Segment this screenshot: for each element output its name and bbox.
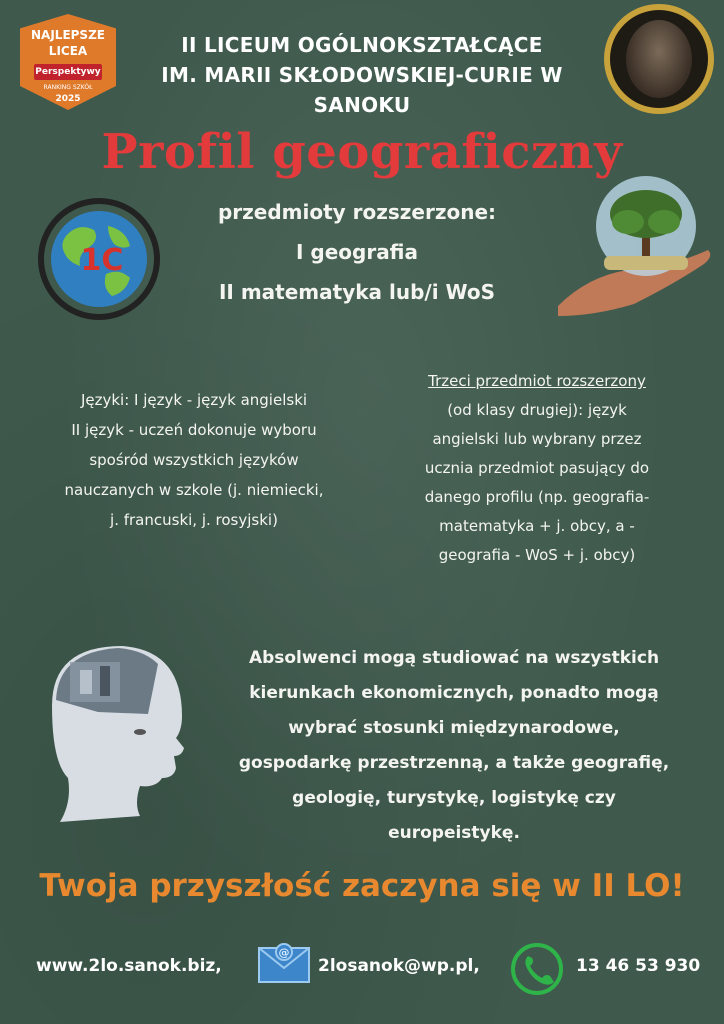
globe-icon — [36, 196, 162, 322]
graduates-line: gospodarkę przestrzenną, a także geografię, — [238, 753, 670, 773]
portrait-icon — [626, 20, 692, 98]
school-seal — [604, 4, 714, 114]
extended-subject-2: II matematyka lub/i WoS — [218, 280, 496, 304]
slogan: Twoja przyszłość zaczyna się w II LO! — [39, 868, 685, 904]
badge-year: 2025 — [55, 94, 81, 104]
third-subject-line: ucznia przedmiot pasujący do — [424, 459, 650, 477]
badge-subline: RANKING SZKÓŁ — [43, 84, 93, 91]
school-name-line1: II LICEUM OGÓLNOKSZTAŁCĄCE — [181, 33, 543, 57]
third-subject-line: angielski lub wybrany przez — [432, 430, 642, 448]
email-icon — [256, 940, 312, 986]
ranking-badge — [14, 8, 122, 116]
languages-line: Języki: I język - język angielski — [80, 391, 308, 409]
graduates-line: kierunkach ekonomicznych, ponadto mogą — [249, 683, 659, 703]
languages-line: spośród wszystkich języków — [89, 451, 299, 469]
phone-number[interactable]: 13 46 53 930 — [576, 956, 701, 976]
tree-in-hand-icon — [548, 166, 714, 326]
badge-line1: NAJLEPSZE — [31, 28, 105, 42]
third-subject-line: matematyka + j. obcy, a - — [439, 517, 635, 535]
graduates-line: Absolwenci mogą studiować na wszystkich — [248, 648, 660, 668]
badge-brand: Perspektywy — [34, 64, 102, 80]
school-name-line2: IM. MARII SKŁODOWSKIEJ-CURIE W SANOKU — [161, 63, 563, 117]
languages-line: II język - uczeń dokonuje wyboru — [71, 421, 317, 439]
third-subject-line: danego profilu (np. geografia- — [424, 488, 650, 506]
website-link[interactable]: www.2lo.sanok.biz, — [36, 956, 222, 976]
graduates-line: europeistykę. — [388, 823, 520, 843]
phone-icon — [510, 942, 564, 996]
svg-text:@: @ — [278, 946, 290, 959]
badge-line2: LICEA — [48, 44, 88, 58]
email-link[interactable]: 2losanok@wp.pl, — [318, 956, 480, 976]
globe-label: 1C — [80, 243, 124, 278]
third-subject-block — [382, 367, 692, 570]
languages-block — [24, 385, 364, 535]
graduates-block — [204, 641, 704, 851]
third-subject-line: (od klasy drugiej): język — [447, 401, 627, 419]
extended-subject-1: I geografia — [295, 240, 419, 264]
graduates-line: wybrać stosunki międzynarodowe, — [288, 718, 620, 738]
profile-title: Profil geograficzny — [101, 124, 623, 180]
ai-head-icon — [22, 636, 192, 832]
third-subject-heading: Trzeci przedmiot rozszerzony — [428, 372, 646, 390]
school-name — [120, 30, 604, 120]
languages-line: nauczanych w szkole (j. niemiecki, — [64, 481, 324, 499]
extended-subjects-heading: przedmioty rozszerzone: — [217, 200, 497, 224]
third-subject-line: geografia - WoS + j. obcy) — [438, 546, 636, 564]
graduates-line: geologię, turystykę, logistykę czy — [292, 788, 616, 808]
languages-line: j. francuski, j. rosyjski) — [110, 511, 278, 529]
